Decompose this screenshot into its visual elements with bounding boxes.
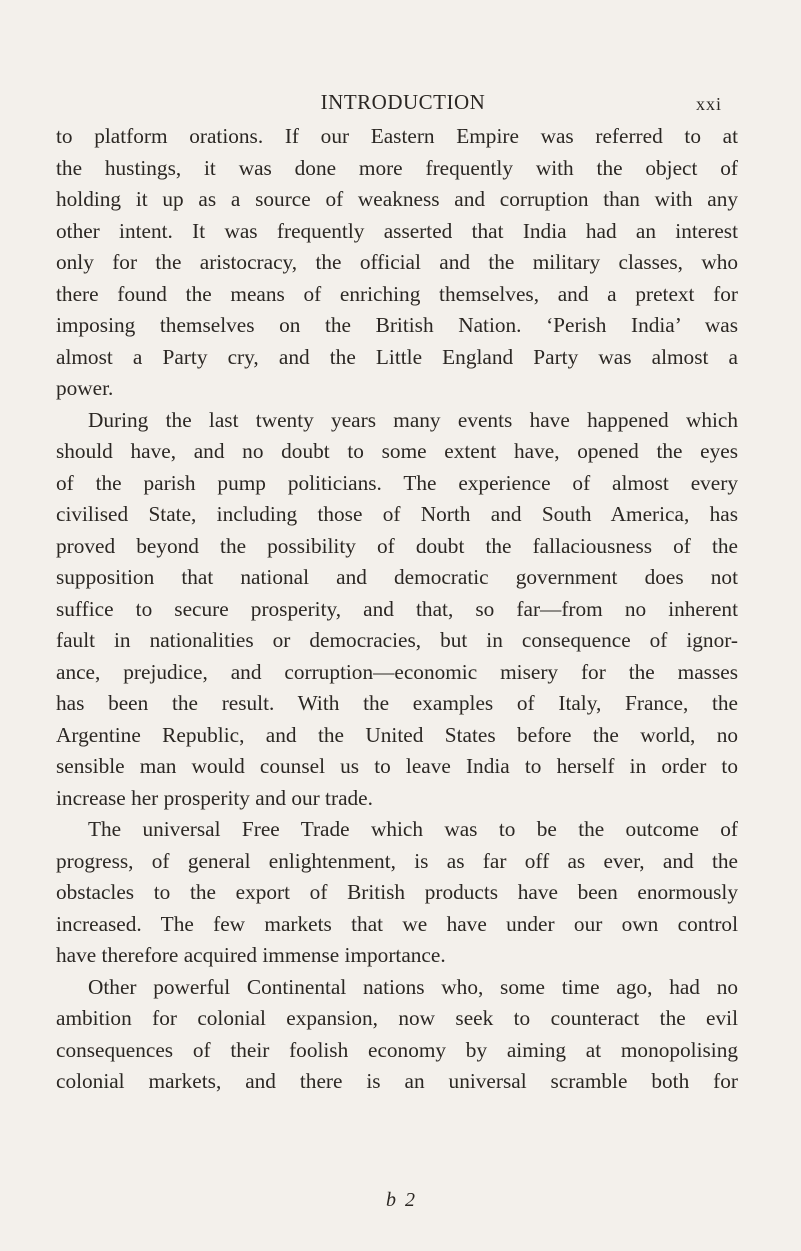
text-line: have therefore acquired immense importance.: [56, 943, 446, 967]
text-line: The universal Free Trade which was to be the outcome of: [88, 817, 738, 841]
text-line: Argentine Republic, and the United States before the world, no: [56, 722, 738, 747]
text-line: has been the result. With the examples of Italy, France, the: [56, 691, 738, 715]
running-title: INTRODUCTION: [320, 90, 486, 114]
text-line: holding it up as a source of weakness and corruption than with any: [56, 187, 738, 211]
text-line: almost a Party cry, and the Little England Party was almost a: [56, 344, 738, 369]
text-line: progress, of general enlightenment, is as far off as ever, and the: [56, 848, 738, 873]
text-line: colonial markets, and there is an universal scramble both for: [56, 1069, 738, 1093]
text-line: ance, prejudice, and corruption—economic misery for the masses: [56, 659, 738, 684]
text-line: civilised State, including those of North and South America, has: [56, 502, 738, 526]
text-line: other intent. It was frequently asserted that India had an interest: [56, 218, 738, 243]
text-line: power.: [56, 376, 114, 400]
text-line: sensible man would counsel us to leave India to herself in order to: [56, 754, 738, 778]
text-line: ambition for colonial expansion, now seek to counteract the evil: [56, 1006, 738, 1030]
text-line: increased. The few markets that we have under our own control: [56, 911, 738, 936]
text-line: obstacles to the export of British products have been enormously: [56, 880, 738, 904]
text-line: supposition that national and democratic government does not: [56, 565, 738, 589]
text-line: there found the means of enriching themselves, and a pretext for: [56, 281, 738, 306]
text-line: to platform orations. If our Eastern Empire was referred to at: [56, 124, 738, 148]
text-line: only for the aristocracy, the official and the military classes, who: [56, 250, 738, 274]
text-line: should have, and no doubt to some extent have, opened the eyes: [56, 439, 738, 463]
text-line: proved beyond the possibility of doubt the fallaciousness of the: [56, 533, 738, 558]
text-line: consequences of their foolish economy by aiming at monopolising: [56, 1037, 738, 1062]
text-line: the hustings, it was done more frequently with the object of: [56, 155, 738, 180]
signature-mark: b 2: [386, 1189, 417, 1211]
text-line: of the parish pump politicians. The experience of almost every: [56, 470, 738, 495]
text-line: fault in nationalities or democracies, but in consequence of ignor-: [56, 628, 738, 652]
body-text: [56, 121, 738, 1098]
page-number: xxi: [696, 94, 723, 114]
text-line: increase her prosperity and our trade.: [56, 785, 373, 810]
text-line: suffice to secure prosperity, and that, so far—from no inherent: [56, 596, 738, 621]
text-line: During the last twenty years many events have happened which: [88, 407, 738, 432]
text-line: imposing themselves on the British Nation. ‘Perish India’ was: [56, 313, 738, 337]
text-line: Other powerful Continental nations who, some time ago, had no: [88, 974, 738, 999]
